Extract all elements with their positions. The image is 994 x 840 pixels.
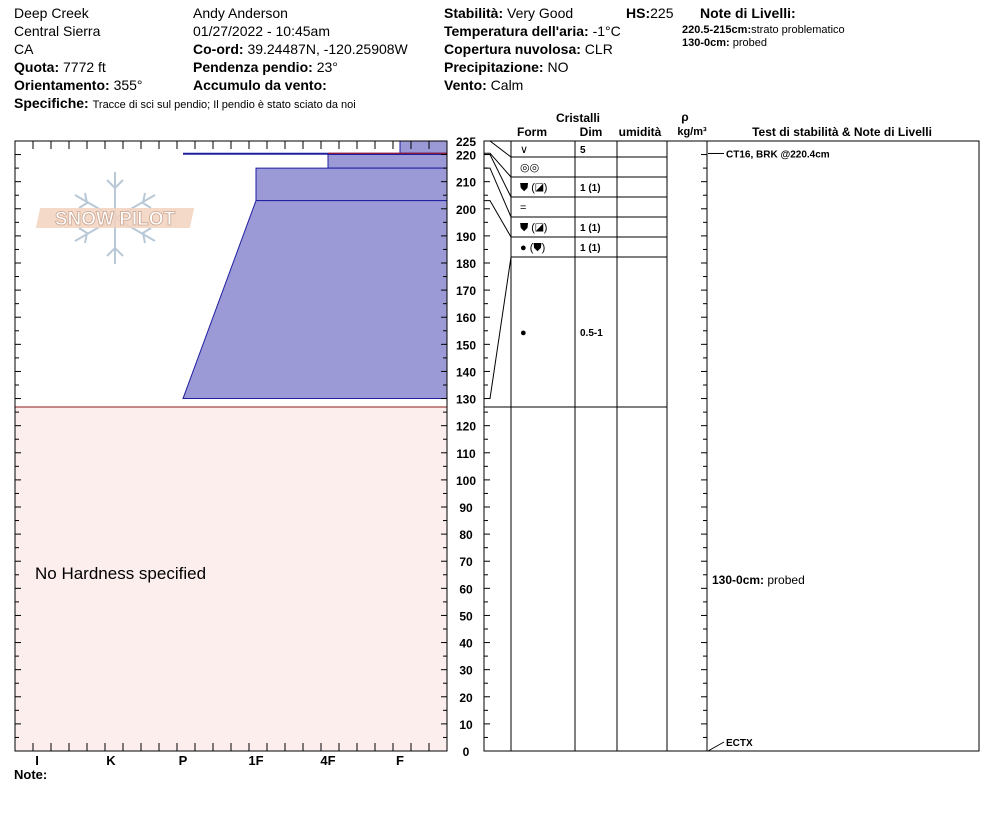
depth-label: 130 — [455, 392, 477, 407]
depth-label: 10 — [459, 717, 473, 732]
observation-datetime: 01/27/2022 - 10:45am — [193, 23, 330, 39]
hardness-label: P — [178, 753, 188, 768]
form-header: Form — [517, 125, 547, 139]
snowpilot-logo — [36, 172, 194, 264]
region-name: Central Sierra — [14, 23, 101, 39]
layer-note-range: 130-0cm: — [682, 37, 730, 49]
depth-label: 80 — [459, 528, 473, 543]
test-pointer — [708, 742, 724, 751]
hardness-label: F — [396, 753, 404, 768]
observer-name: Andy Anderson — [193, 5, 288, 21]
rho-header: ρ — [681, 110, 689, 124]
depth-label: 140 — [455, 365, 477, 380]
depth-label: 90 — [459, 501, 473, 515]
crystal-form: ⛊ (◪) — [520, 182, 548, 194]
elevation-value: 7772 ft — [63, 59, 106, 75]
air-temp-label: Temperatura dell'aria: — [444, 23, 589, 39]
depth-label: 160 — [455, 311, 477, 326]
hs-value: 225 — [650, 5, 674, 21]
wind-label: Vento: — [444, 77, 487, 93]
hardness-layer — [256, 168, 447, 201]
hardness-axis-labels — [35, 753, 404, 768]
layer-note-text: probed — [732, 37, 768, 49]
logo-text: SNOW PILOT — [54, 209, 176, 230]
aspect-value: 355° — [113, 77, 143, 93]
depth-label: 0 — [462, 745, 470, 759]
slope-value: 23° — [316, 59, 338, 75]
hardness-label: 4F — [320, 753, 336, 768]
state-name: CA — [14, 41, 34, 57]
hardness-layers — [183, 141, 447, 399]
depth-label: 110 — [456, 446, 476, 461]
crystal-form: ⛊ (◪) — [520, 222, 548, 234]
density-unit-header: kg/m³ — [677, 126, 707, 138]
crystal-dim: 5 — [580, 145, 586, 156]
hardness-label: 1F — [248, 753, 264, 768]
crystal-form: ◎◎ — [520, 162, 540, 174]
dim-header: Dim — [579, 125, 603, 139]
hs-label: HS: — [626, 5, 651, 21]
precip-label: Precipitazione: — [444, 59, 544, 75]
stability-test-label: CT16, BRK @220.4cm — [726, 149, 830, 161]
crystal-dim: 0.5-1 — [580, 328, 603, 339]
aspect-label: Orientamento: — [14, 77, 110, 93]
coord-value: 39.24487N, -120.25908W — [247, 41, 408, 57]
crystals-header: Cristalli — [555, 111, 601, 125]
hardness-layer — [400, 141, 447, 153]
air-temp-value: -1°C — [592, 23, 621, 39]
hardness-layer — [183, 201, 447, 399]
cloud-value: CLR — [584, 41, 613, 57]
depth-label: 30 — [459, 663, 473, 678]
crystal-form: ∨ — [520, 144, 529, 156]
depth-label: 180 — [455, 257, 477, 271]
layer-connector — [484, 153, 511, 177]
depth-label: 220 — [455, 148, 477, 163]
layer-note-text: strato problematico — [751, 24, 845, 36]
layer-notes-title: Note di Livelli: — [700, 5, 796, 21]
depth-label: 150 — [455, 338, 477, 353]
layer-connector — [484, 155, 511, 197]
layer-note-range: 220.5-215cm: — [682, 24, 752, 36]
depth-label: 170 — [455, 284, 477, 299]
layer-connector — [484, 257, 511, 399]
specifics-label: Specifiche: — [14, 95, 89, 111]
no-hardness-note: No Hardness specified — [35, 564, 207, 583]
hardness-label: K — [106, 753, 116, 768]
precip-value: NO — [547, 59, 569, 75]
hardness-label: I — [35, 753, 39, 768]
wind-loading-label: Accumulo da vento: — [193, 77, 327, 93]
depth-label: 70 — [459, 555, 473, 570]
crystal-dim: 1 (1) — [580, 223, 601, 234]
depth-label: 20 — [459, 690, 473, 705]
wind-value: Calm — [490, 77, 524, 93]
stability-label: Stabilità: — [444, 5, 504, 21]
layer-connector — [484, 168, 511, 217]
hardness-layer — [328, 155, 447, 169]
layer-connectors — [484, 141, 511, 399]
note-label: Note: — [14, 767, 48, 782]
stability-tests — [708, 149, 830, 751]
cloud-label: Copertura nuvolosa: — [444, 41, 581, 57]
layer-table-frame — [484, 141, 979, 751]
coord-label: Co-ord: — [193, 41, 244, 57]
tests-header: Test di stabilità & Note di Livelli — [752, 125, 932, 139]
stability-value: Very Good — [507, 5, 574, 21]
specifics-value: Tracce di sci sul pendio; Il pendio è stato sciato da noi — [92, 99, 356, 111]
location-name: Deep Creek — [14, 5, 89, 21]
depth-label: 100 — [455, 473, 477, 488]
depth-label: 60 — [459, 582, 473, 597]
layer-note-mark: 130-0cm: probed — [712, 573, 805, 588]
crystal-form: = — [520, 202, 527, 214]
depth-label: 225 — [455, 135, 477, 149]
depth-label: 200 — [455, 202, 477, 217]
crystal-dim: 1 (1) — [580, 243, 601, 254]
elevation-label: Quota: — [14, 59, 60, 75]
crystal-dim: 1 (1) — [580, 183, 601, 194]
depth-label: 50 — [459, 609, 473, 624]
depth-label: 210 — [455, 175, 477, 190]
stability-test-label: ECTX — [726, 738, 753, 749]
slope-label: Pendenza pendio: — [193, 59, 313, 75]
depth-label: 120 — [455, 419, 477, 434]
layer-connector — [484, 201, 511, 237]
crystal-form: ● (⛊) — [520, 242, 546, 254]
depth-label: 190 — [455, 229, 477, 244]
moisture-header: umidità — [618, 125, 662, 139]
depth-label: 40 — [459, 636, 473, 651]
crystal-form: ● — [520, 327, 527, 339]
